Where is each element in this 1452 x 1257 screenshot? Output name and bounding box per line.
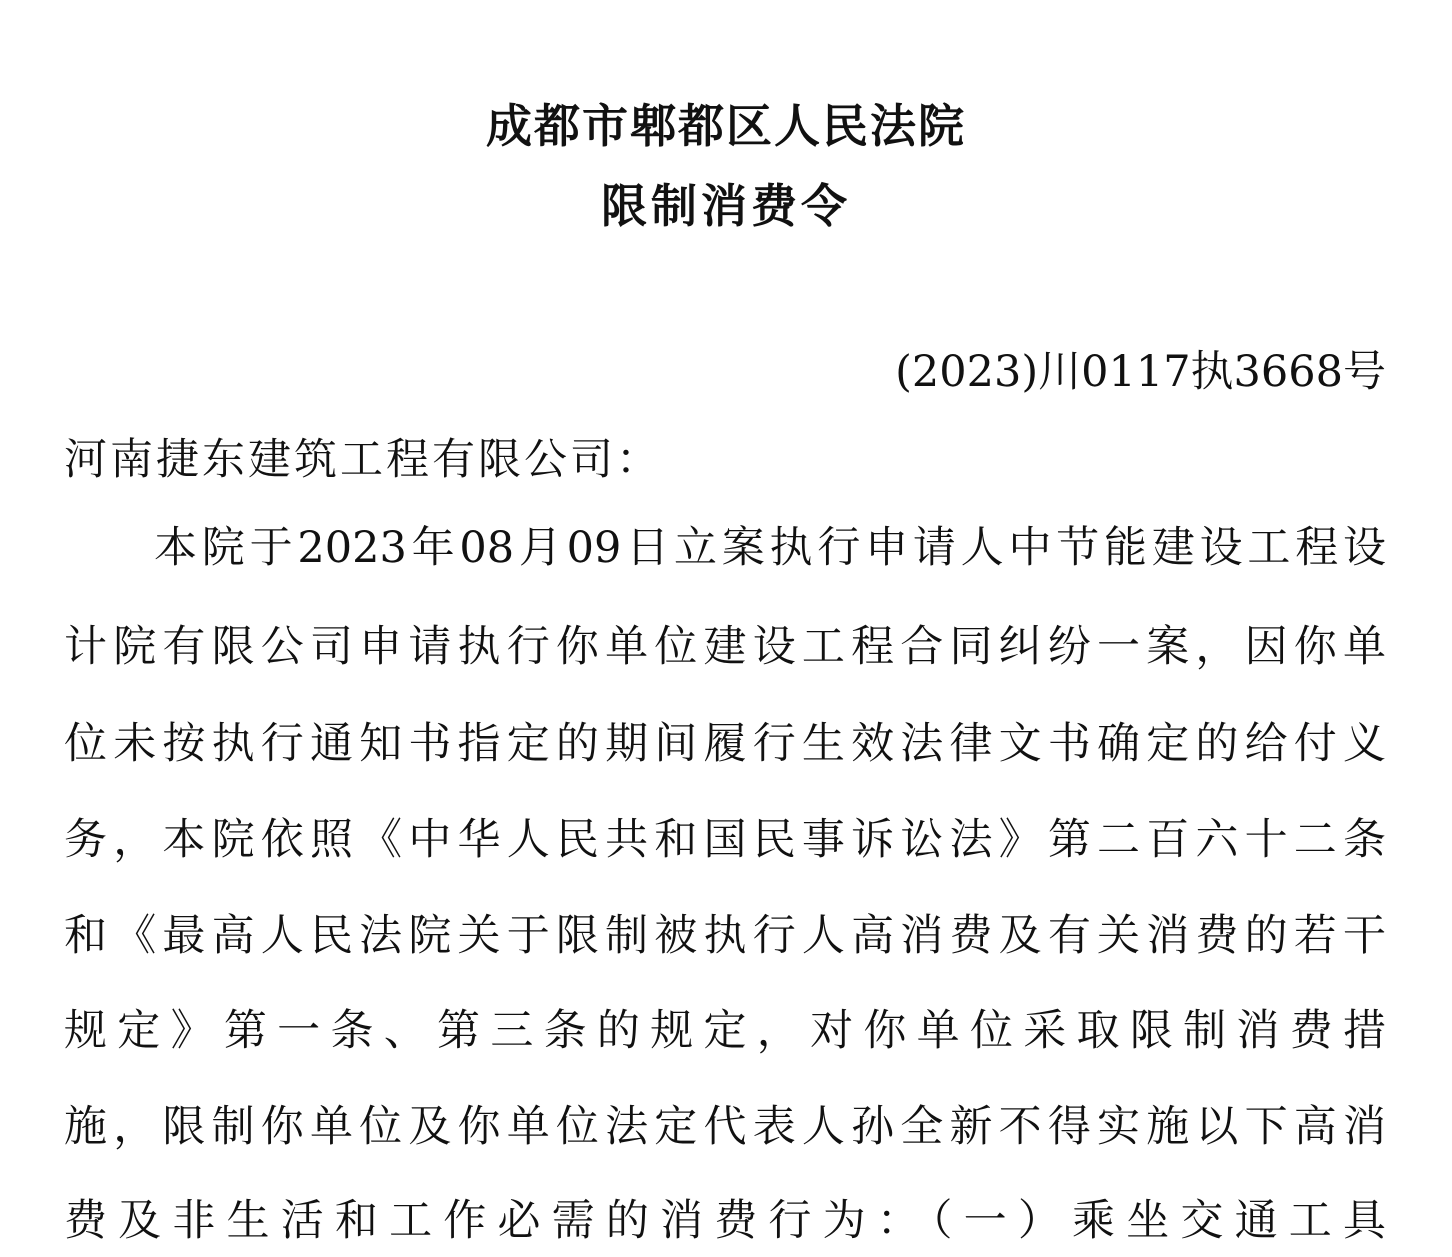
body-line: 规定》第一条、第三条的规定，对你单位采取限制消费措 <box>64 1006 1386 1056</box>
case-number: (2023)川0117执3668号 <box>895 347 1386 397</box>
body-line: 本院于2023年08月09日立案执行申请人中节能建设工程设 <box>154 523 1386 573</box>
body-line: 施，限制你单位及你单位法定代表人孙全新不得实施以下高消 <box>64 1102 1386 1152</box>
body-line: 计院有限公司申请执行你单位建设工程合同纠纷一案，因你单 <box>64 622 1386 672</box>
court-title: 成都市郫都区人民法院 <box>486 99 966 153</box>
body-line: 费及非生活和工作必需的消费行为：（一）乘坐交通工具 <box>64 1196 1386 1246</box>
body-line: 和《最高人民法院关于限制被执行人高消费及有关消费的若干 <box>64 911 1386 961</box>
addressee: 河南捷东建筑工程有限公司： <box>64 435 662 485</box>
body-line: 位未按执行通知书指定的期间履行生效法律文书确定的给付义 <box>64 719 1386 769</box>
order-title: 限制消费令 <box>601 179 851 233</box>
body-line: 务，本院依照《中华人民共和国民事诉讼法》第二百六十二条 <box>64 815 1386 865</box>
